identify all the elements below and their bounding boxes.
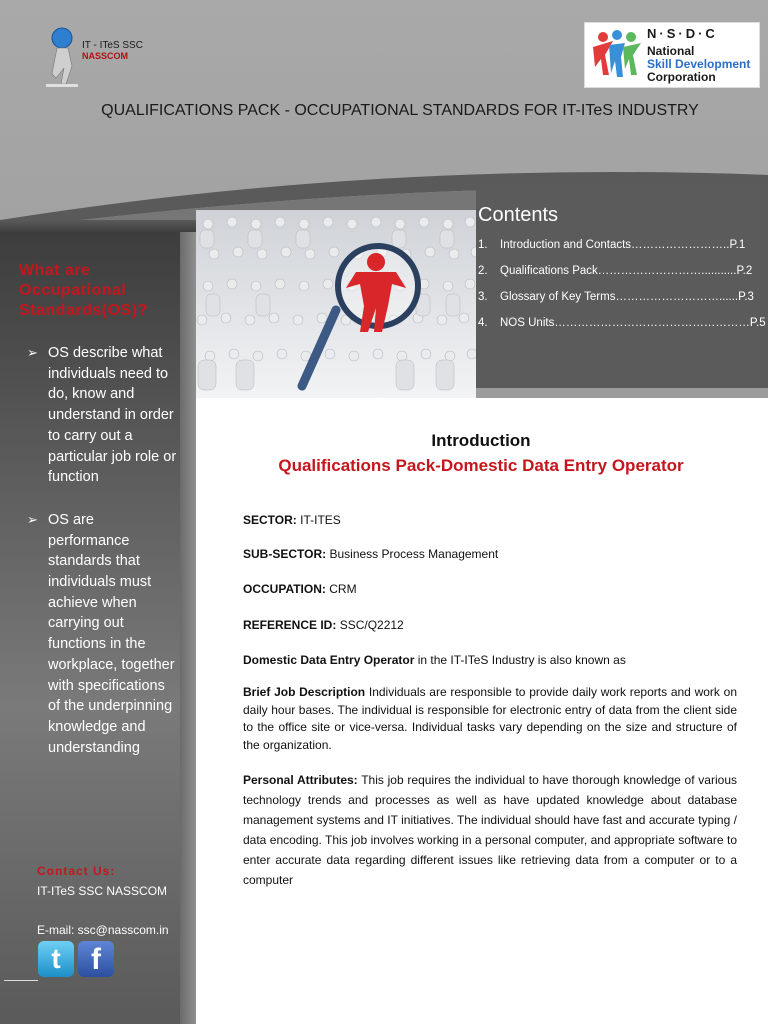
contents-item[interactable] — [478, 290, 762, 316]
contents-item-number: 3. — [478, 291, 488, 303]
os-bullet-list — [27, 343, 179, 780]
subsector-field — [243, 547, 498, 561]
occupation-value: CRM — [329, 582, 357, 596]
contents-item-text: Qualifications Pack………………………...........P.2 — [500, 265, 753, 277]
nsdc-line1: National — [647, 44, 695, 58]
brief-job-description-label: Brief Job Description — [243, 685, 366, 699]
contents-list — [478, 238, 766, 342]
reference-id-field — [243, 618, 404, 632]
os-bullet — [27, 510, 179, 758]
personal-attributes — [243, 770, 737, 890]
contents-item-text: Glossary of Key Terms………………………......P.3 — [500, 291, 754, 303]
subsector-value: Business Process Management — [329, 547, 499, 561]
document-title: QUALIFICATIONS PACK - OCCUPATIONAL STANDARDS FOR IT-ITeS INDUSTRY — [101, 102, 699, 119]
sector-value: IT-ITES — [300, 513, 341, 527]
occupation-field — [243, 582, 357, 596]
contents-item[interactable] — [478, 316, 766, 342]
contents-item[interactable] — [478, 264, 762, 290]
nsdc-figures-icon — [589, 27, 645, 83]
sector-label: SECTOR: — [243, 513, 297, 527]
os-heading: What are Occupational Standards(OS)? — [19, 262, 148, 319]
contents-item[interactable] — [478, 238, 762, 264]
contents-item-number: 4. — [478, 317, 488, 329]
os-bullet — [27, 343, 179, 488]
chevron-right-icon: ➢ — [27, 345, 38, 360]
contents-item-text: NOS Units……………………………………………P.5 — [500, 317, 766, 329]
introduction-heading: Introduction — [431, 431, 531, 450]
crowd-magnifier-illustration — [196, 210, 476, 398]
os-bullet-text: OS describe what individuals need to do, know and understand in order to carry out a particular job role or function — [48, 345, 177, 486]
personal-attributes-label: Personal Attributes: — [243, 773, 358, 787]
twitter-icon[interactable]: t — [38, 941, 74, 977]
nsdc-letters: N·S·D·C — [647, 26, 718, 41]
contact-email[interactable]: E-mail: ssc@nasscom.in — [37, 923, 169, 937]
personal-attributes-text: This job requires the individual to have thorough knowledge of various technology trends and processes as well as have updated knowledge about database management systems and IT initiatives. The individual should have fast and accurate typing / data encoding. This job involves working in a personal computer, and appropriate software to enter accurate data regarding different issues like retrieving data from a computer or to a computer — [243, 773, 737, 887]
ssc-logo-line1: IT - ITeS SSC — [82, 40, 143, 51]
facebook-icon[interactable]: f — [78, 941, 114, 977]
nsdc-line3: Corporation — [647, 70, 716, 84]
contents-item-text: Introduction and Contacts……………………..P.1 — [500, 239, 746, 251]
contents-item-number: 1. — [478, 239, 488, 251]
contents-title: Contents — [478, 204, 559, 226]
sidebar-edge — [180, 232, 196, 1024]
brief-job-description — [243, 684, 737, 754]
footer-divider — [4, 980, 38, 981]
contact-heading: Contact Us: — [37, 864, 116, 878]
qualifications-pack-title: Qualifications Pack-Domestic Data Entry Operator — [278, 456, 684, 475]
contents-item-number: 2. — [478, 265, 488, 277]
job-role-name: Domestic Data Entry Operator — [243, 653, 415, 667]
subsector-label: SUB-SECTOR: — [243, 547, 327, 561]
contents-panel — [476, 184, 768, 388]
brief-job-description-text: Individuals are responsible to provide daily work reports and work on daily hour bases. The individual is responsible for electronic entry of data from the client side to the office site or vice-versa. Individual tasks vary depending on the size and structure of the organization. — [243, 685, 737, 752]
ssc-logo-line2: NASSCOM — [82, 51, 129, 61]
chevron-right-icon: ➢ — [27, 511, 38, 527]
main-content — [196, 398, 768, 1024]
nsdc-line2: Skill Development — [647, 57, 751, 71]
occupation-label: OCCUPATION: — [243, 582, 326, 596]
os-bullet-text: OS are performance standards that individuals must achieve when carrying out functions in the workplace, together with specifications of the underpinning knowledge and understanding — [48, 511, 175, 756]
ssc-logo-text — [82, 40, 143, 62]
reference-id-label: REFERENCE ID: — [243, 618, 337, 632]
nsdc-logo — [584, 22, 760, 88]
contact-org: IT-ITeS SSC NASSCOM — [37, 884, 168, 898]
reference-id-value: SSC/Q2212 — [339, 618, 404, 632]
sector-field — [243, 513, 341, 527]
also-known-as-text: in the IT-ITeS Industry is also known as — [414, 653, 626, 667]
also-known-as — [243, 653, 626, 667]
